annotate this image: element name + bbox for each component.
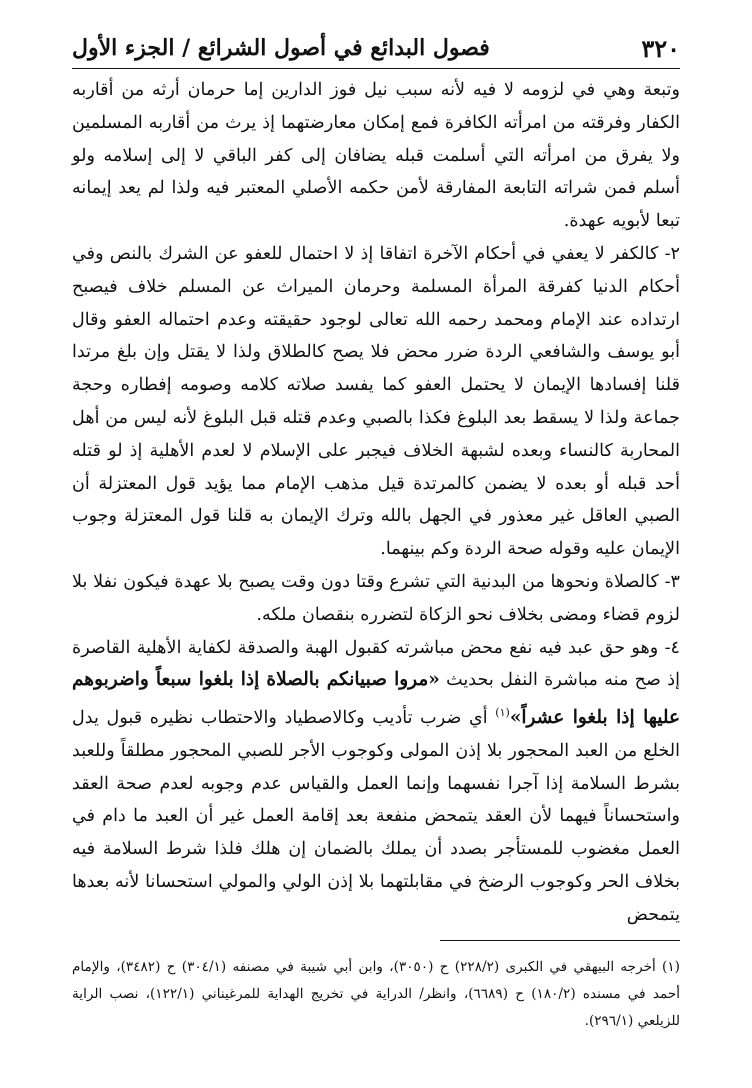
page-header bbox=[72, 28, 680, 69]
paragraph-4-end: أي ضرب تأديب وكالاصطياد والاحتطاب نظيره قبول يدل الخلع من العبد المحجور بلا إذن المولى وكوجوب الأجر للصبي المحجور مطلقاً وللعبد بشرط السلامة إذا آجرا نفسهما وإنما العمل والقياس عدم وجوبه لعدم صحة العقد واستحساناً فيهما لأن العقد يتمحض منفعة بعد إقامة العمل غير أن العبد ما دام في العمل مغضوب للمستأجر بصدد أن يملك بالضمان إن هلك فلذا شرط السلامة فيه بخلاف الحر وكوجوب الرضخ في مقابلتهما بلا إذن الولي والمولي استحسانا لأنه بعدها يتمحض bbox=[72, 708, 680, 925]
hadith-quote: «مروا صبيانكم بالصلاة إذا بلغوا سبعاً واضربوهم عليها إذا بلغوا عشراً» bbox=[72, 669, 680, 728]
paragraph-2: ٢- كالكفر لا يعفي في أحكام الآخرة اتفاقا إذ لا احتمال للعفو عن الشرك بالنص وفي أحكام الدنيا كفرقة المرأة المسلمة وحرمان الميراث عن المسلم خلاف فيصبح ارتداده عند الإمام ومحمد رحمه الله تعالى لوجود حقيقته وعدم احتماله العفو وقال أبو يوسف والشافعي الردة ضرر محض فلا يصح كالطلاق ولذا لا يقتل وإن بلغ مرتدا قلنا إفسادها الإيمان لا يحتمل العفو كما يفسد صلاته كلامه وصومه إفطاره وحجة جماعة ولذا لا يسقط بعد البلوغ فكذا بالصبي وعدم قتله قبل البلوغ لأنه ليس من أهل المحاربة كالنساء وبعده لشبهة الخلاف فيجبر على الإسلام لا لعدم الأهلية إذ لو قتله أحد قبله أو بعده لا يضمن كالمرتدة قيل مذهب الإمام مما يؤيد قول المعتزلة أن الصبي العاقل غير معذور في الجهل بالله وترك الإيمان به قلنا قول المعتزلة وجوب الإيمان عليه وقوله صحة الردة وكم بينهما. bbox=[72, 243, 680, 560]
footnote-reference[interactable]: (١) bbox=[495, 706, 510, 720]
paragraph-3: ٣- كالصلاة ونحوها من البدنية التي تشرع وقتا دون وقت يصبح بلا عهدة فيكون نفلا بلا لزوم قضاء ومضى بخلاف نحو الزكاة لتضرره بنقصان ملكه. bbox=[72, 571, 680, 625]
body-text bbox=[72, 74, 680, 932]
paragraph-4-start: ٤- وهو حق عبد فيه نفع محض مباشرته كقبول الهبة والصدقة لكفاية الأهلية القاصرة إذ صح منه مباشرة النفل بحديث bbox=[72, 637, 680, 691]
footnote-divider bbox=[440, 940, 680, 941]
footnote-1: (١) أخرجه البيهقي في الكبرى (٢٢٨/٢) ح (٣٠٥٠)، وابن أبي شيبة في مصنفه (٣٠٤/١) ح (٣٤٨٢)، والإمام أحمد في مسنده (١٨٠/٢) ح (٦٦٨٩)، وانظر/ الدراية في تخريج الهداية للمرغيناني (١٢٢/١)، نصب الراية للزيلعي (٢٩٦/١). bbox=[72, 959, 681, 1029]
page-number: ٣٢٠ bbox=[641, 33, 680, 63]
footnotes bbox=[72, 954, 680, 1035]
paragraph-1: وتبعة وهي في لزومه لا فيه لأنه سبب نيل فوز الدارين إما حرمان أرثه من أقاربه الكفار وفرقته من امرأته الكافرة فمع إمكان معارضتهما إذ يرث من أقاربه المسلمين ولا يفرق من امرأته التي أسلمت قبله يضافان إلى كفر الباقي لا إلى إسلامه ولو أسلم فمن شراته التابعة المفارقة لأمن حكمه الأصلي المعتبر فيه ولذا لم يعد إيمانه تبعا لأبويه عهدة. bbox=[72, 80, 681, 232]
running-title: فصول البدائع في أصول الشرائع / الجزء الأول bbox=[72, 35, 490, 61]
paragraph-4 bbox=[72, 632, 680, 932]
